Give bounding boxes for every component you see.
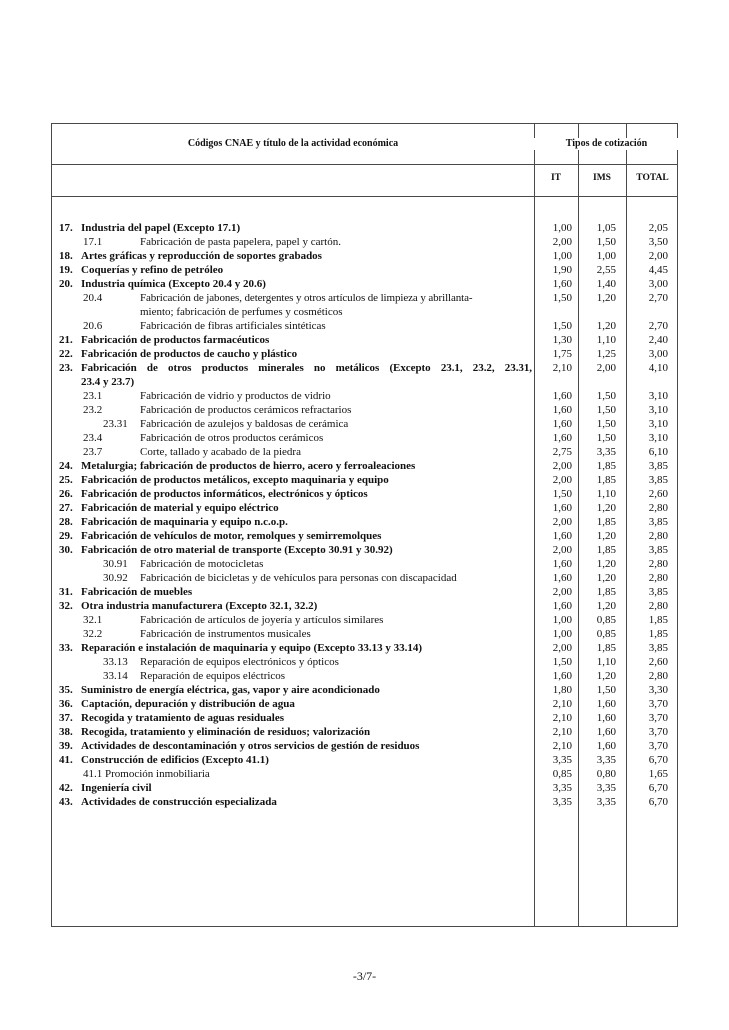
rate-ims: 0,85 <box>596 614 616 626</box>
rate-it: 2,10 <box>552 740 572 752</box>
table-row <box>52 319 679 333</box>
rate-it: 1,75 <box>552 348 572 360</box>
table-row <box>52 417 679 431</box>
activity-label: Metalurgia; fabricación de productos de hierro, acero y ferroaleaciones <box>81 460 416 472</box>
header-rule <box>52 164 677 165</box>
activity-label: Fabricación de productos informáticos, electrónicos y ópticos <box>81 488 368 500</box>
activity-code: 31. <box>59 586 73 598</box>
table-row <box>52 445 679 459</box>
rate-ims: 1,20 <box>596 292 616 304</box>
rate-ims: 1,60 <box>596 726 616 738</box>
activity-label: Reparación e instalación de maquinaria y equipo (Excepto 33.13 y 33.14) <box>81 642 423 654</box>
rate-total: 3,00 <box>648 278 668 290</box>
rate-ims: 0,85 <box>596 628 616 640</box>
activity-label: Fabricación de pasta papelera, papel y cartón. <box>140 236 341 248</box>
rate-ims: 1,50 <box>596 404 616 416</box>
table-row <box>52 487 679 501</box>
table-row <box>52 501 679 515</box>
rate-ims: 1,00 <box>596 250 616 262</box>
table-row <box>52 543 679 557</box>
rate-total: 2,40 <box>648 334 668 346</box>
activity-code: 23. <box>59 362 73 374</box>
activity-code: 30. <box>59 544 73 556</box>
rate-ims: 1,50 <box>596 684 616 696</box>
activity-code: 23.4 <box>83 432 103 444</box>
rate-total: 3,70 <box>648 740 668 752</box>
activity-code: 36. <box>59 698 73 710</box>
rate-it: 3,35 <box>552 796 572 808</box>
activity-code: 17. <box>59 222 73 234</box>
table-row <box>52 361 679 375</box>
table-row <box>52 431 679 445</box>
rate-it: 1,60 <box>552 418 572 430</box>
rate-it: 1,50 <box>552 656 572 668</box>
rate-it: 1,50 <box>552 320 572 332</box>
activity-label: Ingeniería civil <box>81 782 152 794</box>
rates-table <box>51 123 678 927</box>
table-row <box>52 459 679 473</box>
table-row <box>52 739 679 753</box>
activity-code: 41. <box>59 754 73 766</box>
rate-it: 1,50 <box>552 488 572 500</box>
activity-label: Reparación de equipos electrónicos y ópticos <box>140 656 339 668</box>
rate-total: 2,80 <box>648 572 668 584</box>
activity-code: 27. <box>59 502 73 514</box>
rate-total: 1,85 <box>648 614 668 626</box>
rate-ims: 1,20 <box>596 572 616 584</box>
rate-total: 2,60 <box>648 656 668 668</box>
activity-code: 23.7 <box>83 446 103 458</box>
rate-ims: 1,20 <box>596 558 616 570</box>
activity-label: 23.4 y 23.7) <box>81 376 135 388</box>
rate-total: 6,70 <box>648 754 668 766</box>
rate-total: 2,00 <box>648 250 668 262</box>
activity-code: 30.91 <box>103 558 128 570</box>
activity-code: 18. <box>59 250 73 262</box>
activity-code: 24. <box>59 460 73 472</box>
rate-total: 3,70 <box>648 726 668 738</box>
rate-ims: 1,85 <box>596 642 616 654</box>
rate-it: 3,35 <box>552 782 572 794</box>
activity-label: Fabricación de instrumentos musicales <box>140 628 311 640</box>
activity-code: 43. <box>59 796 73 808</box>
rate-it: 1,80 <box>552 684 572 696</box>
activity-code: 26. <box>59 488 73 500</box>
rate-ims: 1,05 <box>596 222 616 234</box>
table-row <box>52 571 679 585</box>
table-row <box>52 655 679 669</box>
table-row <box>52 347 679 361</box>
rate-total: 2,80 <box>648 502 668 514</box>
activity-label: Fabricación de maquinaria y equipo n.c.o.p. <box>81 516 288 528</box>
activity-code: 19. <box>59 264 73 276</box>
rate-total: 3,85 <box>648 642 668 654</box>
rate-total: 3,50 <box>648 236 668 248</box>
rate-total: 2,80 <box>648 600 668 612</box>
activity-code: 38. <box>59 726 73 738</box>
rate-it: 1,00 <box>552 250 572 262</box>
rate-it: 1,90 <box>552 264 572 276</box>
rate-ims: 1,60 <box>596 698 616 710</box>
table-row <box>52 781 679 795</box>
rate-ims: 1,20 <box>596 670 616 682</box>
activity-code: 33. <box>59 642 73 654</box>
activity-label: Fabricación de bicicletas y de vehículos para personas con discapacidad <box>140 572 457 584</box>
table-row <box>52 683 679 697</box>
activity-code: 35. <box>59 684 73 696</box>
table-row <box>52 277 679 291</box>
activity-label: Fabricación de fibras artificiales sintéticas <box>140 320 326 332</box>
rate-it: 1,30 <box>552 334 572 346</box>
rate-total: 1,85 <box>648 628 668 640</box>
activity-code: 41.1 <box>83 768 103 780</box>
rate-total: 3,10 <box>648 418 668 430</box>
activity-code: 32.2 <box>83 628 103 640</box>
activity-label: Fabricación de vehículos de motor, remolques y semirremolques <box>81 530 382 542</box>
activity-label: Fabricación de motocicletas <box>140 558 264 570</box>
rate-it: 1,60 <box>552 600 572 612</box>
table-row <box>52 249 679 263</box>
col-it-header: IT <box>550 173 562 183</box>
table-row <box>52 753 679 767</box>
rate-ims: 3,35 <box>596 446 616 458</box>
activity-label: Fabricación de artículos de joyería y artículos similares <box>140 614 384 626</box>
table-row <box>52 389 679 403</box>
rate-ims: 1,85 <box>596 516 616 528</box>
rate-total: 6,70 <box>648 782 668 794</box>
activity-label: Fabricación de productos farmacéuticos <box>81 334 270 346</box>
rate-total: 4,10 <box>648 362 668 374</box>
table-row <box>52 585 679 599</box>
activity-code: 28. <box>59 516 73 528</box>
rate-total: 2,05 <box>648 222 668 234</box>
rate-it: 1,60 <box>552 502 572 514</box>
rate-ims: 1,20 <box>596 320 616 332</box>
activity-label: Fabricación de material y equipo eléctrico <box>81 502 279 514</box>
rate-it: 2,00 <box>552 474 572 486</box>
activity-label: Suministro de energía eléctrica, gas, vapor y aire acondicionado <box>81 684 380 696</box>
activity-label: Fabricación de productos de caucho y plástico <box>81 348 298 360</box>
activity-label: Fabricación de azulejos y baldosas de cerámica <box>140 418 349 430</box>
activity-label: Reparación de equipos eléctricos <box>140 670 286 682</box>
activity-label: Fabricación de otros productos cerámicos <box>140 432 324 444</box>
table-row <box>52 767 679 781</box>
rates-header: Tipos de cotización <box>534 138 679 150</box>
rate-total: 3,85 <box>648 544 668 556</box>
activity-code: 32.1 <box>83 614 103 626</box>
rate-it: 1,60 <box>552 670 572 682</box>
rate-ims: 1,10 <box>596 656 616 668</box>
rate-total: 1,65 <box>648 768 668 780</box>
table-row <box>52 291 679 305</box>
activity-header: Códigos CNAE y título de la actividad económica <box>187 138 399 149</box>
activity-label: Industria química (Excepto 20.4 y 20.6) <box>81 278 266 290</box>
table-row <box>52 305 679 319</box>
rate-it: 1,60 <box>552 558 572 570</box>
activity-label: Actividades de descontaminación y otros servicios de gestión de residuos <box>81 740 420 752</box>
rate-total: 3,85 <box>648 460 668 472</box>
rate-ims: 1,50 <box>596 236 616 248</box>
rate-ims: 1,20 <box>596 600 616 612</box>
rate-it: 1,60 <box>552 404 572 416</box>
rate-ims: 3,35 <box>596 754 616 766</box>
rate-ims: 1,85 <box>596 544 616 556</box>
activity-label: Fabricación de muebles <box>81 586 193 598</box>
activity-code: 20.6 <box>83 320 103 332</box>
rate-total: 6,10 <box>648 446 668 458</box>
activity-code: 23.2 <box>83 404 103 416</box>
table-row <box>52 669 679 683</box>
table-row <box>52 711 679 725</box>
rate-total: 6,70 <box>648 796 668 808</box>
rate-total: 2,70 <box>648 292 668 304</box>
rate-total: 3,10 <box>648 404 668 416</box>
table-row <box>52 263 679 277</box>
activity-label: Fabricación de jabones, detergentes y otros artículos de limpieza y abrillanta- <box>140 292 473 304</box>
activity-code: 17.1 <box>83 236 103 248</box>
rate-total: 3,70 <box>648 712 668 724</box>
rate-ims: 1,25 <box>596 348 616 360</box>
rate-total: 2,80 <box>648 530 668 542</box>
rate-it: 2,75 <box>552 446 572 458</box>
activity-code: 42. <box>59 782 73 794</box>
activity-code: 21. <box>59 334 73 346</box>
table-row <box>52 641 679 655</box>
table-row <box>52 613 679 627</box>
rate-it: 1,60 <box>552 432 572 444</box>
table-row <box>52 333 679 347</box>
activity-rows <box>52 221 679 809</box>
table-row <box>52 221 679 235</box>
activity-label: Artes gráficas y reproducción de soportes grabados <box>81 250 322 262</box>
rate-ims: 2,55 <box>596 264 616 276</box>
table-row <box>52 557 679 571</box>
activity-code: 20. <box>59 278 73 290</box>
activity-code: 23.1 <box>83 390 103 402</box>
subheader-rule <box>52 196 677 197</box>
table-row <box>52 515 679 529</box>
table-row <box>52 599 679 613</box>
rate-it: 2,10 <box>552 712 572 724</box>
activity-label: Fabricación de otros productos minerales no metálicos (Excepto 23.1, 23.2, 23.31, <box>81 362 532 374</box>
rate-it: 3,35 <box>552 754 572 766</box>
rate-ims: 1,20 <box>596 530 616 542</box>
table-row <box>52 725 679 739</box>
rate-it: 2,00 <box>552 586 572 598</box>
page-number: -3/7- <box>352 969 377 983</box>
rate-ims: 1,50 <box>596 390 616 402</box>
rate-total: 3,10 <box>648 432 668 444</box>
rate-ims: 1,10 <box>596 334 616 346</box>
rate-it: 2,10 <box>552 362 572 374</box>
rate-ims: 1,50 <box>596 418 616 430</box>
rate-ims: 2,00 <box>596 362 616 374</box>
rate-it: 2,00 <box>552 516 572 528</box>
activity-label: Coquerías y refino de petróleo <box>81 264 224 276</box>
activity-code: 22. <box>59 348 73 360</box>
col-ims-header: IMS <box>593 173 611 183</box>
rate-ims: 1,10 <box>596 488 616 500</box>
activity-label: Corte, tallado y acabado de la piedra <box>140 446 301 458</box>
activity-code: 25. <box>59 474 73 486</box>
rate-it: 2,00 <box>552 544 572 556</box>
rate-total: 3,85 <box>648 474 668 486</box>
rate-it: 2,10 <box>552 726 572 738</box>
rate-total: 3,30 <box>648 684 668 696</box>
rate-it: 1,60 <box>552 278 572 290</box>
rate-total: 3,00 <box>648 348 668 360</box>
rate-it: 1,60 <box>552 390 572 402</box>
activity-code: 33.14 <box>103 670 128 682</box>
activity-label: Fabricación de productos cerámicos refractarios <box>140 404 352 416</box>
rate-total: 3,10 <box>648 390 668 402</box>
activity-code: 37. <box>59 712 73 724</box>
rate-total: 3,85 <box>648 586 668 598</box>
rate-it: 1,00 <box>552 614 572 626</box>
rate-it: 2,00 <box>552 642 572 654</box>
activity-label: Fabricación de productos metálicos, excepto maquinaria y equipo <box>81 474 389 486</box>
rate-it: 2,00 <box>552 460 572 472</box>
rate-total: 2,70 <box>648 320 668 332</box>
activity-code: 32. <box>59 600 73 612</box>
rate-total: 4,45 <box>648 264 668 276</box>
activity-label: Actividades de construcción especializada <box>81 796 277 808</box>
activity-label: Promoción inmobiliaria <box>105 768 210 780</box>
rate-ims: 1,20 <box>596 502 616 514</box>
rate-ims: 3,35 <box>596 796 616 808</box>
col-total-header: TOTAL <box>636 173 669 183</box>
rate-it: 1,60 <box>552 572 572 584</box>
table-row <box>52 235 679 249</box>
activity-code: 30.92 <box>103 572 128 584</box>
rate-it: 1,00 <box>552 628 572 640</box>
rate-ims: 1,60 <box>596 740 616 752</box>
rate-ims: 1,50 <box>596 432 616 444</box>
activity-label: Recogida, tratamiento y eliminación de residuos; valorización <box>81 726 371 738</box>
activity-label: Fabricación de vidrio y productos de vidrio <box>140 390 331 402</box>
rate-ims: 1,60 <box>596 712 616 724</box>
rate-it: 2,10 <box>552 698 572 710</box>
activity-label: Captación, depuración y distribución de agua <box>81 698 295 710</box>
rate-it: 1,50 <box>552 292 572 304</box>
rate-total: 3,70 <box>648 698 668 710</box>
table-row <box>52 529 679 543</box>
activity-code: 39. <box>59 740 73 752</box>
table-row <box>52 375 679 389</box>
activity-label: Fabricación de otro material de transporte (Excepto 30.91 y 30.92) <box>81 544 393 556</box>
rate-ims: 1,85 <box>596 586 616 598</box>
rate-total: 2,80 <box>648 558 668 570</box>
rate-total: 2,80 <box>648 670 668 682</box>
rate-total: 3,85 <box>648 516 668 528</box>
activity-code: 29. <box>59 530 73 542</box>
rate-total: 2,60 <box>648 488 668 500</box>
table-row <box>52 697 679 711</box>
activity-code: 33.13 <box>103 656 128 668</box>
activity-label: Otra industria manufacturera (Excepto 32.1, 32.2) <box>81 600 318 612</box>
table-row <box>52 627 679 641</box>
table-row <box>52 473 679 487</box>
rate-it: 1,60 <box>552 530 572 542</box>
table-row <box>52 795 679 809</box>
activity-label: Recogida y tratamiento de aguas residuales <box>81 712 284 724</box>
rate-it: 0,85 <box>552 768 572 780</box>
rate-ims: 3,35 <box>596 782 616 794</box>
activity-label: Industria del papel (Excepto 17.1) <box>81 222 241 234</box>
activity-label: miento; fabricación de perfumes y cosméticos <box>140 306 343 318</box>
table-row <box>52 403 679 417</box>
rate-ims: 1,40 <box>596 278 616 290</box>
activity-code: 23.31 <box>103 418 128 430</box>
rate-ims: 1,85 <box>596 474 616 486</box>
rate-it: 2,00 <box>552 236 572 248</box>
activity-label: Construcción de edificios (Excepto 41.1) <box>81 754 269 766</box>
activity-code: 20.4 <box>83 292 103 304</box>
rate-it: 1,00 <box>552 222 572 234</box>
rate-ims: 1,85 <box>596 460 616 472</box>
rate-ims: 0,80 <box>596 768 616 780</box>
